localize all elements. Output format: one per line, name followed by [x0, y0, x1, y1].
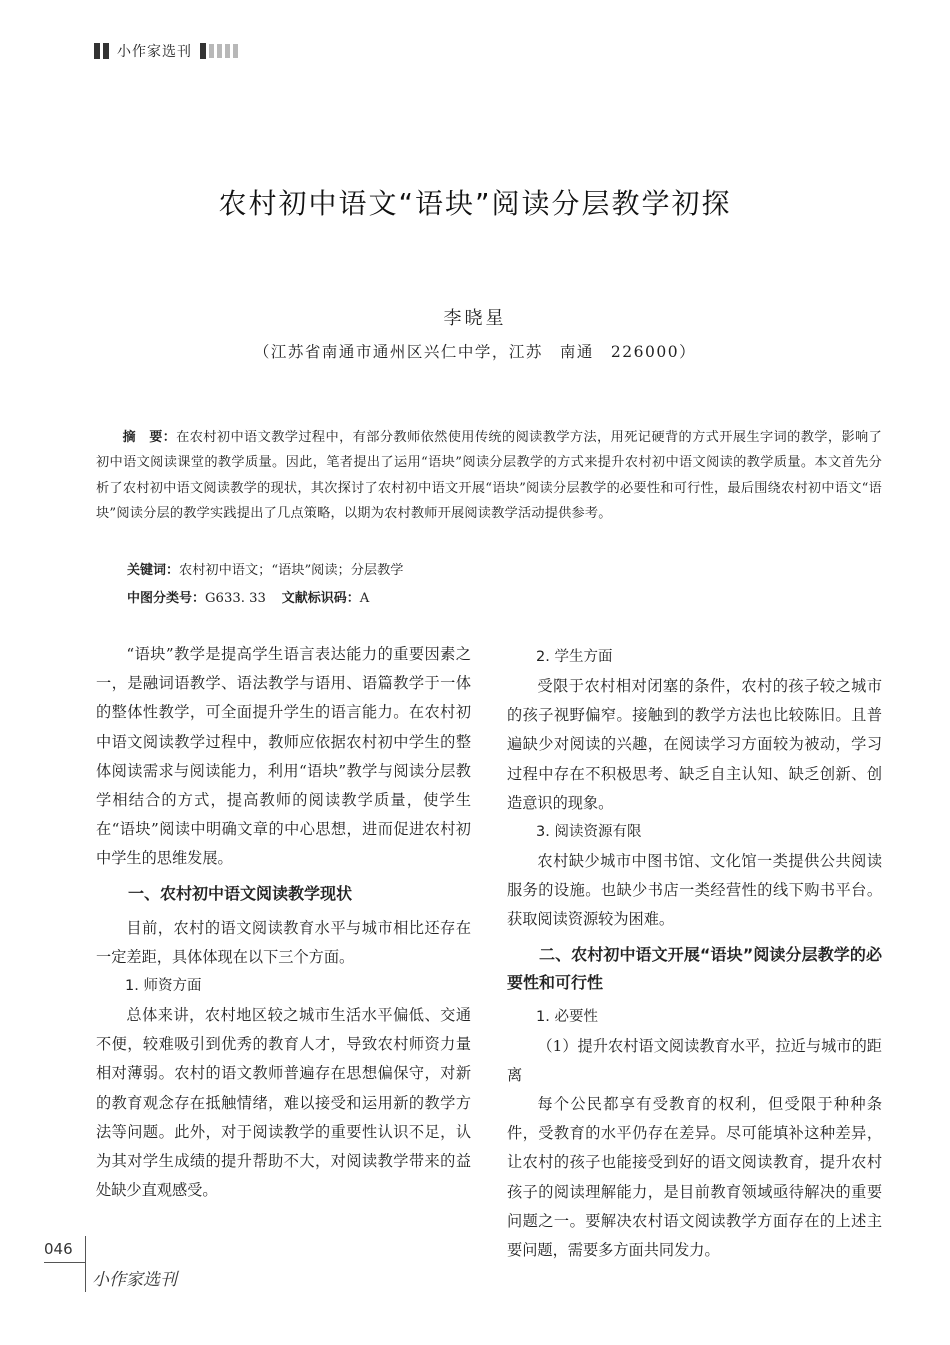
- paragraph: 总体来讲，农村地区较之城市生活水平偏低、交通不便，较难吸引到优秀的教育人才，导致农村师资力量相对薄弱。农村的语文教师普遍存在思想偏保守，对新的教育观念存在抵触情绪，难以接受和运用新的教学方法等问题。此外，对于阅读教学的重要性认识不足，认为其对学生成绩的提升帮助不大，对阅读教学带来的益处缺少直观感受。: [96, 1006, 471, 1200]
- folio-rule-vertical: [85, 1236, 86, 1292]
- abstract-label: 摘 要：: [122, 430, 177, 445]
- paragraph: 目前，农村的语文阅读教育水平与城市相比还存在一定差距，具体体现在以下三个方面。: [96, 918, 471, 966]
- keywords-label: 关键词：: [127, 563, 180, 578]
- folio-rule: [44, 1262, 86, 1263]
- keywords-text: 农村初中语文；“语块”阅读；分层教学: [179, 563, 404, 578]
- running-header: [94, 40, 238, 62]
- article-title: 农村初中语文“语块”阅读分层教学初探: [218, 187, 732, 220]
- journal-logo: [90, 1266, 190, 1290]
- subheading: 3. 阅读资源有限: [536, 824, 642, 841]
- page-number: 046: [44, 1240, 73, 1258]
- paragraph: 农村缺少城市中图书馆、文化馆一类提供公共阅读服务的设施。也缺少书店一类经营性的线下购书平台。获取阅读资源较为困难。: [507, 852, 882, 929]
- paragraph: 每个公民都享有受教育的权利，但受限于种种条件，受教育的水平仍存在差异。尽可能填补这种差异，让农村的孩子也能接受到好的语文阅读教育，提升农村孩子的阅读理解能力，是目前教育领域亟待解决的重要问题之一。要解决农村语文阅读教学方面存在的上述主要问题，需要多方面共同发力。: [507, 1095, 882, 1260]
- abstract-text: 在农村初中语文教学过程中，有部分教师依然使用传统的阅读教学方法，用死记硬背的方式开展生字词的教学，影响了初中语文阅读课堂的教学质量。因此，笔者提出了运用“语块”阅读分层教学的方式来提升农村初中语文阅读的教学质量。本文首先分析了农村初中语文阅读教学的现状，其次探讨了农村初中语文开展“语块”阅读分层教学的必要性和可行性，最后围绕农村初中语文“语块”阅读分层的教学实践提出了几点策略，以期为农村教师开展阅读教学活动提供参考。: [96, 430, 882, 522]
- subheading: 1. 师资方面: [125, 978, 202, 995]
- doc-value: A: [359, 591, 370, 606]
- author-affiliation: （江苏省南通市通州区兴仁中学，江苏 南通 226000）: [253, 343, 697, 361]
- paragraph: 受限于农村相对闭塞的条件，农村的孩子较之城市的孩子视野偏窄。接触到的教学方法也比较陈旧。且普遍缺少对阅读的兴趣，在阅读学习方面较为被动，学习过程中存在不积极思考、缺乏自主认知、缺乏创新、创造意识的现象。: [507, 677, 882, 812]
- subheading: 2. 学生方面: [536, 649, 613, 665]
- abstract: [96, 425, 882, 527]
- header-right-bars: [200, 43, 238, 59]
- doc-label: 文献标识码：: [281, 591, 360, 606]
- right-column: [507, 643, 882, 1265]
- left-column: [96, 640, 471, 1205]
- clc-label: 中图分类号：: [127, 591, 206, 606]
- author-name: 李晓星: [443, 308, 507, 329]
- keywords: [127, 561, 404, 581]
- subheading: 1. 必要性: [536, 1008, 598, 1025]
- clc-value: G633. 33: [205, 591, 266, 606]
- classification: [127, 589, 369, 609]
- header-left-bars: [94, 43, 109, 59]
- paragraph: （1）提升农村语文阅读教育水平，拉近与城市的距离: [507, 1036, 882, 1084]
- section-heading-2: 二、农村初中语文开展“语块”阅读分层教学的必要性和可行性: [507, 944, 882, 992]
- intro-paragraph: “语块”教学是提高学生语言表达能力的重要因素之一，是融词语教学、语法教学与语用、语篇教学于一体的整体性教学，可全面提升学生的语言能力。在农村初中语文阅读教学过程中，教师应依据农村初中学生的整体阅读需求与阅读能力，利用“语块”教学与阅读分层教学相结合的方式，提高教师的阅读教学质量，使学生在“语块”阅读中明确文章的中心思想，进而促进农村初中学生的思维发展。: [96, 645, 471, 868]
- section-heading-1: 一、农村初中语文阅读教学现状: [128, 883, 353, 903]
- journal-logo-text: 小作家选刊: [92, 1270, 177, 1290]
- journal-name: 小作家选刊: [117, 44, 192, 60]
